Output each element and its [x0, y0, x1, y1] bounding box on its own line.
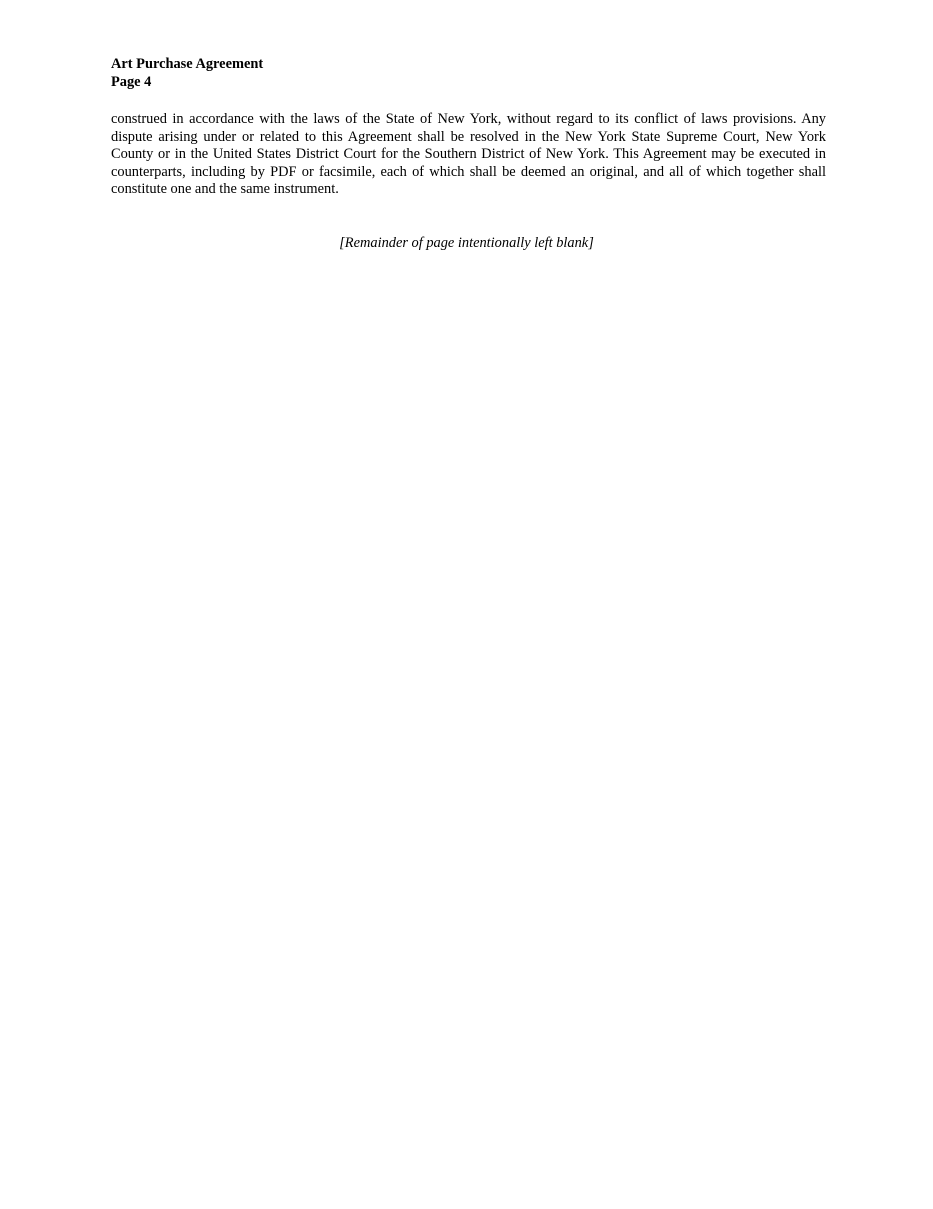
remainder-note: [Remainder of page intentionally left blank] — [339, 235, 594, 251]
body-paragraph: construed in accordance with the laws of the State of New York, without regard to its conflict of laws provisions. Any dispute arising under or related to this Agreement shall be resolved in the New York State Supreme Court, New York County or in the United States District Court for the Southern District of New York. This Agreement may be executed in counterparts, including by PDF or facsimile, each of which shall be deemed an original, and all of which together shall constitute one and the same instrument. — [111, 111, 826, 198]
page-header — [111, 56, 263, 91]
document-title: Art Purchase Agreement — [111, 56, 264, 72]
page-number: Page 4 — [111, 73, 152, 90]
